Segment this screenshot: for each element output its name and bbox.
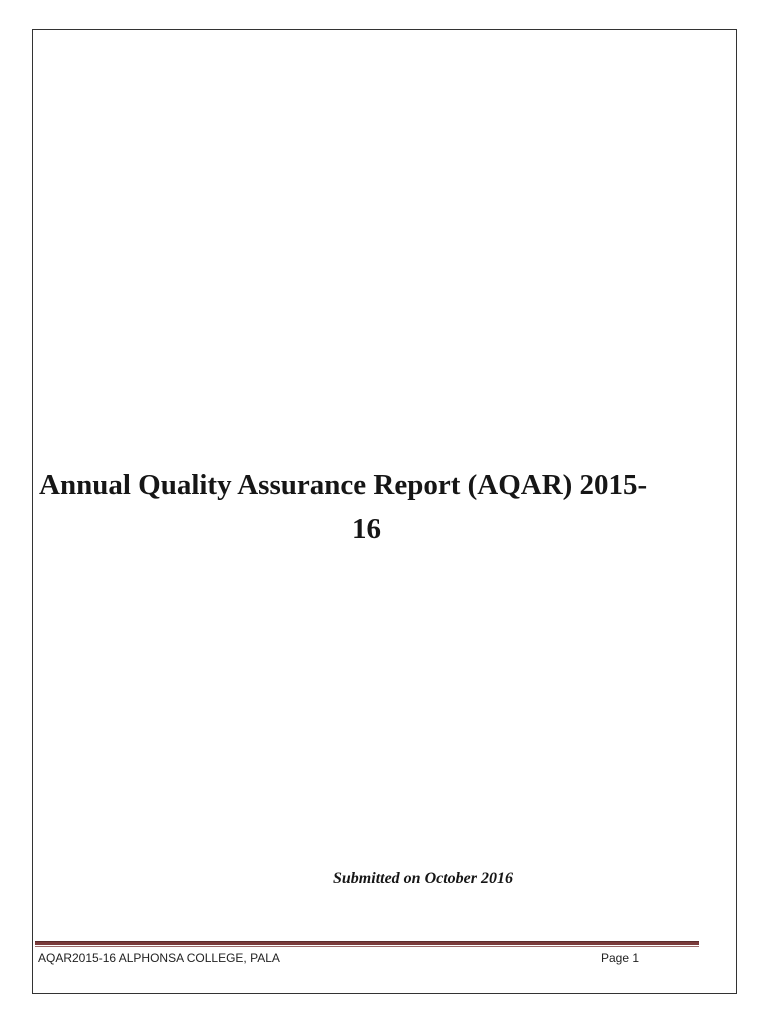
report-title: [39, 463, 699, 551]
footer-document-label: AQAR2015-16 ALPHONSA COLLEGE, PALA: [38, 951, 280, 965]
report-title-line-1: Annual Quality Assurance Report (AQAR) 2015-: [39, 469, 648, 501]
report-title-line-2: 16: [352, 513, 381, 545]
footer-divider: [35, 941, 699, 945]
footer-divider-thin: [35, 946, 699, 947]
footer-page-number: Page 1: [601, 951, 640, 965]
submission-date: Submitted on October 2016: [333, 870, 514, 887]
